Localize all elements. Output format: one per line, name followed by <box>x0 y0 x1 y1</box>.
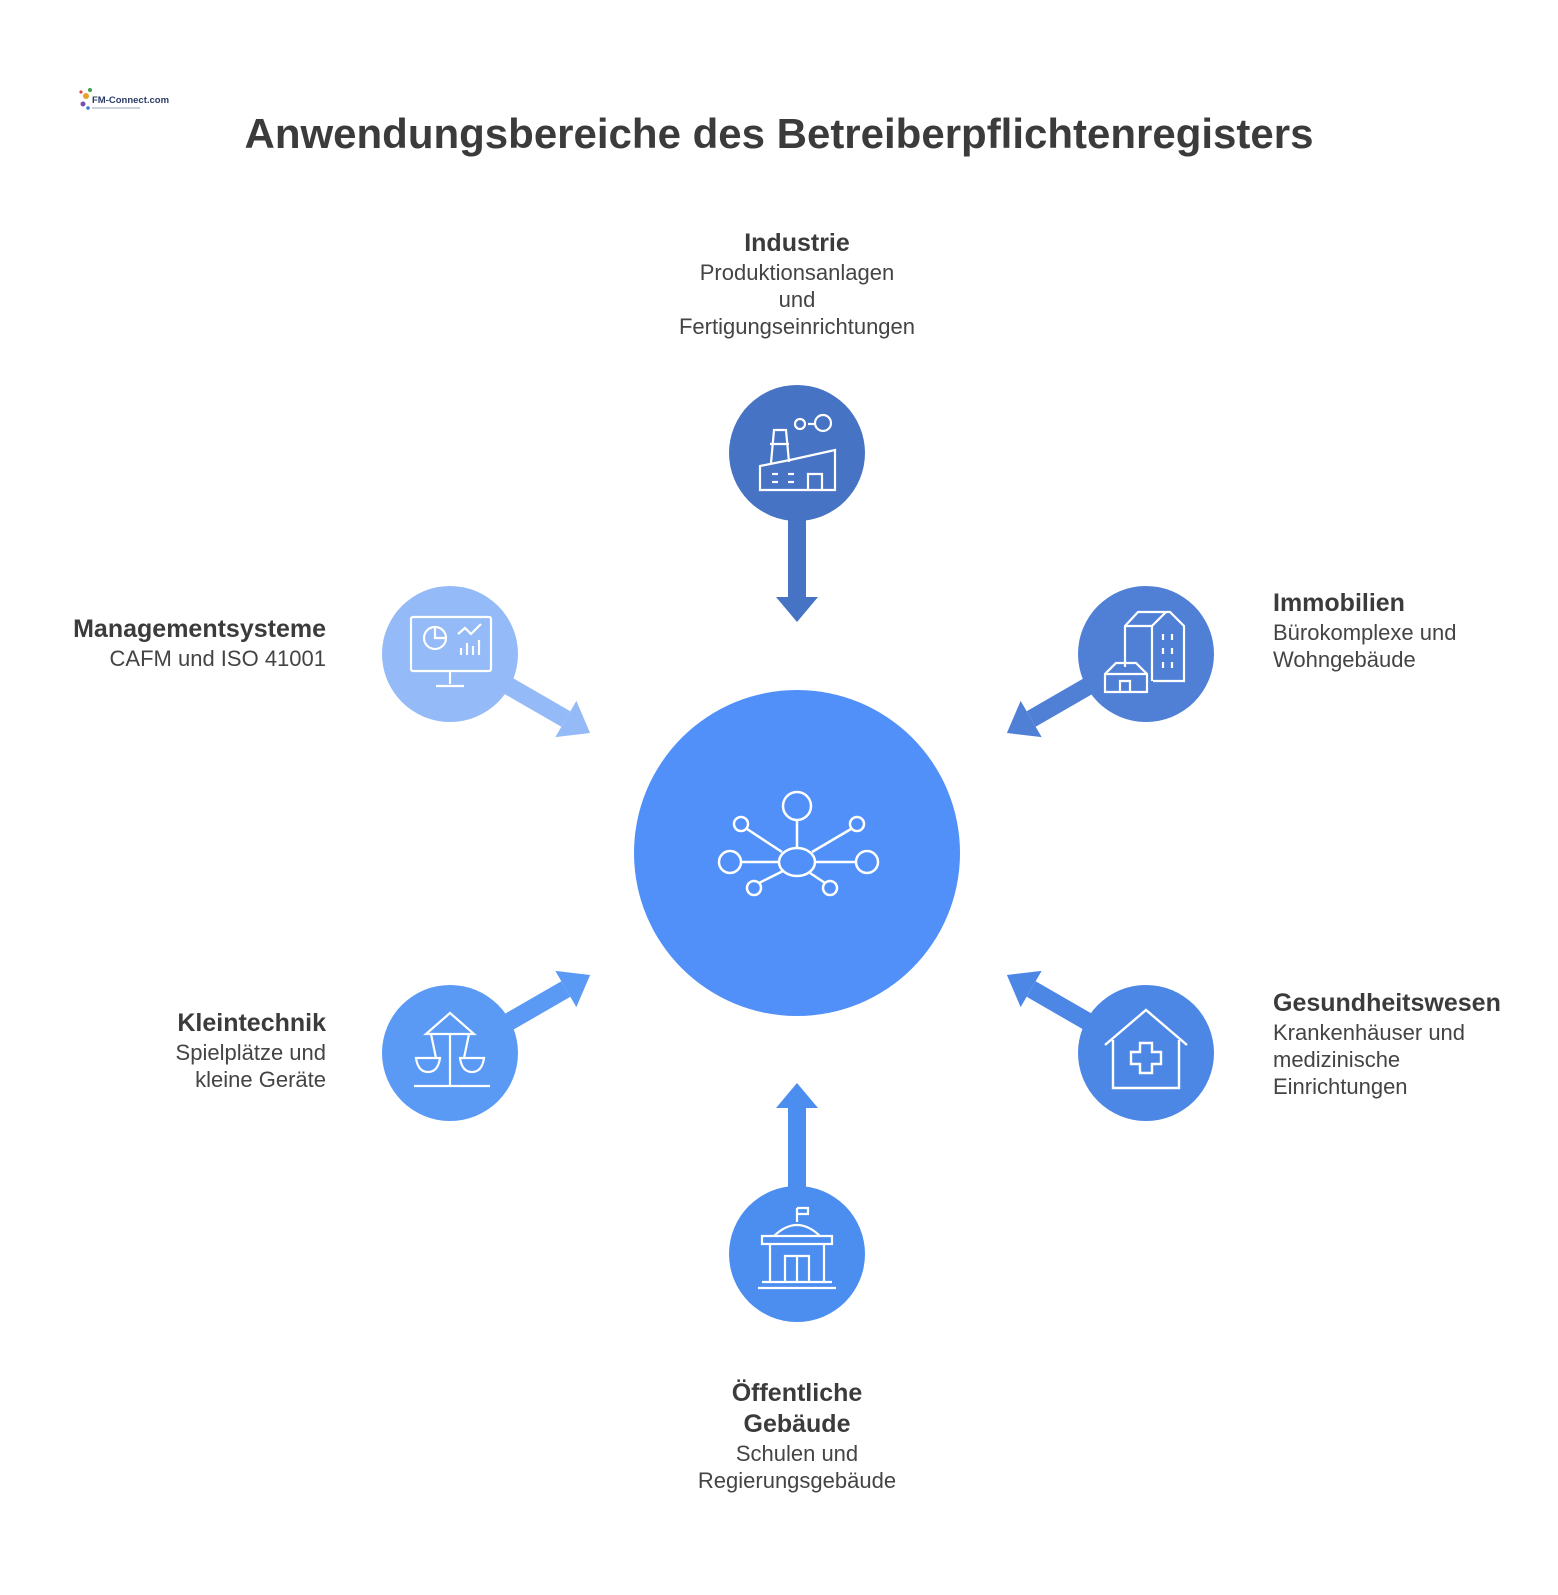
label-gesundheit <box>1273 988 1543 1100</box>
center-node <box>634 690 960 1016</box>
desc-oeffentlich-line-1: Schulen und <box>735 1441 859 1466</box>
desc-gesundheit-line-1: Krankenhäuser und <box>1273 1020 1466 1045</box>
heading-management: Managementsysteme <box>73 615 326 643</box>
heading-kleintechnik: Kleintechnik <box>177 1009 326 1037</box>
desc-industrie-line-3: Fertigungseinrichtungen <box>678 314 916 339</box>
heading-gesundheit: Gesundheitswesen <box>1273 989 1501 1017</box>
label-industrie <box>647 228 947 340</box>
svg-text:FM-Connect.com: FM-Connect.com <box>92 95 170 106</box>
label-oeffentlich <box>647 1378 947 1494</box>
heading-industrie: Industrie <box>744 229 850 257</box>
desc-industrie-line-1: Produktionsanlagen <box>699 260 895 285</box>
page-title: Anwendungsbereiche des Betreiberpflichtenregisters <box>244 110 1314 157</box>
desc-gesundheit-line-2: medizinische <box>1273 1047 1401 1072</box>
label-management <box>40 614 326 672</box>
desc-oeffentlich-line-2: Regierungsgebäude <box>697 1468 897 1493</box>
desc-management-line-1: CAFM und ISO 41001 <box>109 646 326 671</box>
desc-gesundheit-line-3: Einrichtungen <box>1273 1074 1408 1099</box>
heading-immobilien: Immobilien <box>1273 589 1405 617</box>
heading-oeffentlich-line-1: Öffentliche <box>731 1379 863 1407</box>
node-management <box>382 586 518 722</box>
node-kleintechnik <box>382 985 518 1121</box>
desc-kleintechnik-line-1: Spielplätze und <box>175 1040 326 1065</box>
node-industrie <box>729 385 865 521</box>
label-kleintechnik <box>40 1008 326 1093</box>
node-oeffentlich <box>729 1186 865 1322</box>
heading-oeffentlich-line-2: Gebäude <box>743 1410 851 1438</box>
desc-immobilien-line-1: Bürokomplexe und <box>1273 620 1457 645</box>
node-gesundheit <box>1078 985 1214 1121</box>
desc-immobilien-line-2: Wohngebäude <box>1273 647 1416 672</box>
desc-industrie-line-2: und <box>778 287 816 312</box>
node-immobilien <box>1078 586 1214 722</box>
desc-kleintechnik-line-2: kleine Geräte <box>195 1067 326 1092</box>
arrow-oeffentlich <box>776 1083 818 1204</box>
label-immobilien <box>1273 588 1543 673</box>
